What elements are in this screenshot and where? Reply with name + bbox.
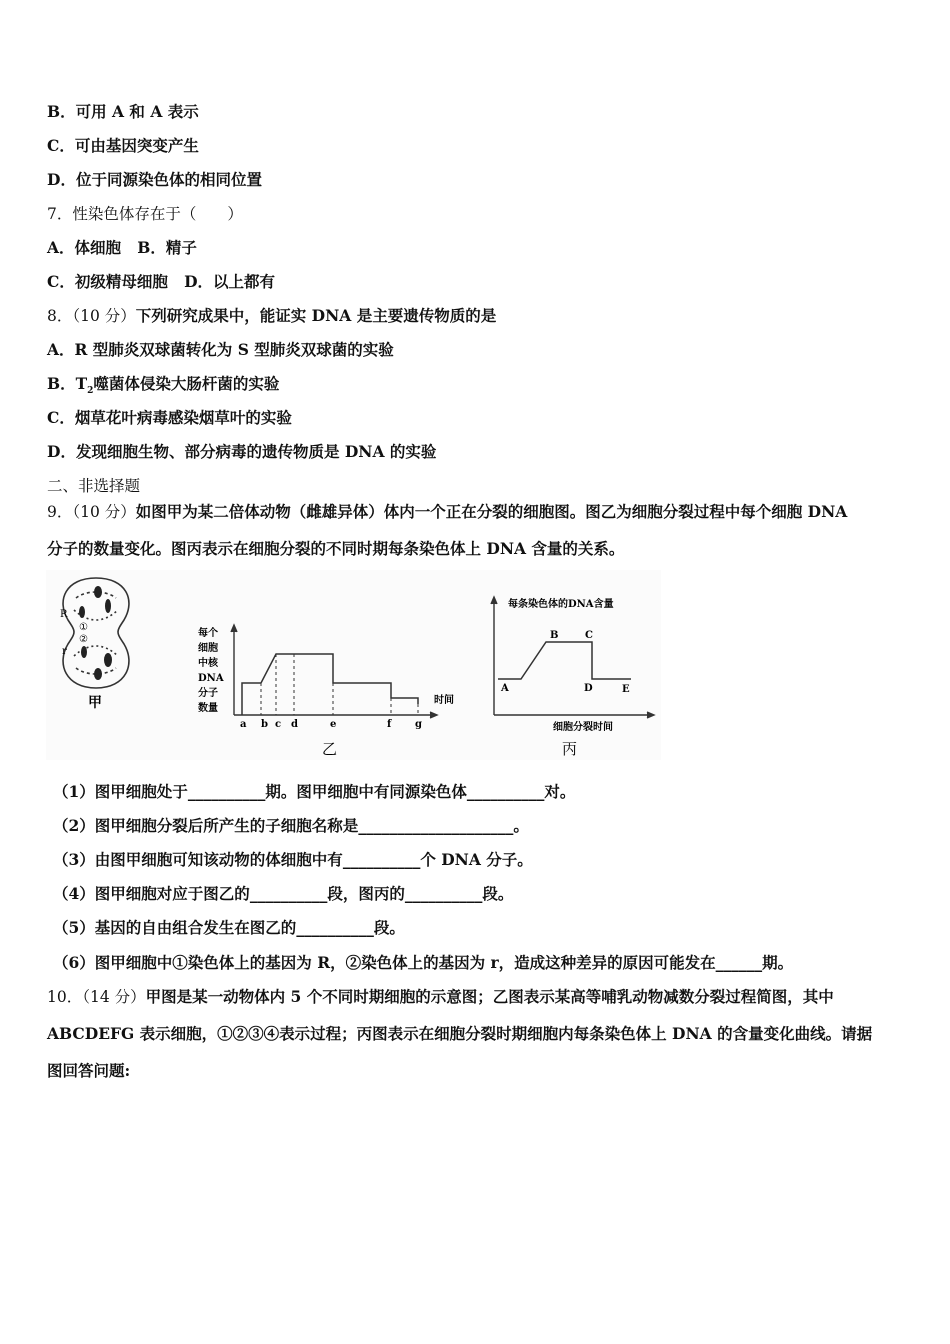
fig-bing-axes [491, 597, 654, 718]
fig-yi-dashes [261, 654, 418, 715]
fig-jia-chromosomes [79, 586, 112, 680]
fig-bing-caption: 丙 [562, 740, 578, 758]
svg-text:d: d [291, 719, 298, 730]
q8-stem: 8．（10 分）下列研究成果中，能证实 DNA 是主要遗传物质的是 [47, 306, 497, 325]
fig-jia-label-2: ② [79, 634, 88, 645]
q6-option-d: D．位于同源染色体的相同位置 [47, 170, 262, 189]
q6-option-b: B．可用 A 和 A 表示 [47, 102, 199, 121]
svg-text:E: E [622, 684, 630, 695]
svg-text:每个: 每个 [198, 628, 218, 639]
q8-option-d: D．发现细胞生物、部分病毒的遗传物质是 DNA 的实验 [47, 442, 437, 461]
q10-stem-line1: 10．（14 分）甲图是某一动物体内 5 个不同时期细胞的示意图；乙图表示某高等哺乳动物减数分裂过程简图，其中 [47, 987, 834, 1006]
q9-stem-line1: 9．（10 分）如图甲为某二倍体动物（雌雄异体）体内一个正在分裂的细胞图。图乙为细胞分裂过程中每个细胞 DNA [47, 502, 848, 521]
q10-stem-line2: ABCDEFG 表示细胞，①②③④表示过程；丙图表示在细胞分裂时期细胞内每条染色体上 DNA 的含量变化曲线。请据 [47, 1024, 873, 1043]
q9-sub3: （3）由图甲细胞可知该动物的体细胞中有__________个 DNA 分子。 [53, 850, 533, 869]
q10-stem-line3: 图回答问题: [47, 1061, 131, 1080]
fig-yi-ticks [240, 719, 422, 730]
svg-text:数量: 数量 [198, 703, 218, 714]
q9-stem-line2: 分子的数量变化。图丙表示在细胞分裂的不同时期每条染色体上 DNA 含量的关系。 [47, 539, 625, 558]
fig-bing-curve [498, 642, 631, 679]
q8-option-a: A．R 型肺炎双球菌转化为 S 型肺炎双球菌的实验 [47, 340, 394, 359]
fig-bing-xlabel: 细胞分裂时间 [553, 722, 613, 733]
fig-jia-label-1: ① [79, 622, 88, 633]
q9-sub2: （2）图甲细胞分裂后所产生的子细胞名称是____________________。 [53, 816, 529, 835]
q8-option-c: C．烟草花叶病毒感染烟草叶的实验 [47, 408, 292, 427]
fig-yi-caption: 乙 [322, 740, 338, 758]
fig-yi-curve [242, 654, 418, 715]
svg-text:g: g [415, 719, 422, 730]
fig-jia-label-r-lower: r [62, 646, 67, 657]
q6-option-c: C．可由基因突变产生 [47, 136, 199, 155]
q9-sub4: （4）图甲细胞对应于图乙的__________段，图丙的__________段。 [53, 884, 514, 903]
svg-text:e: e [330, 719, 337, 730]
q9-sub6: （6）图甲细胞中①染色体上的基因为 R，②染色体上的基因为 r，造成这种差异的原因可能发在______期。 [53, 953, 794, 972]
fig-jia-label-r-upper: R [60, 609, 68, 620]
fig-yi-ylabel [198, 626, 224, 714]
svg-text:A: A [501, 683, 509, 694]
svg-text:C: C [585, 630, 593, 641]
fig-bing-points [500, 630, 630, 695]
svg-text:中核: 中核 [198, 658, 218, 669]
svg-text:a: a [240, 719, 247, 730]
q7-options-ab: A．体细胞 B．精子 [47, 238, 197, 257]
svg-text:细胞: 细胞 [198, 643, 218, 654]
q7-options-cd: C．初级精母细胞 D．以上都有 [47, 272, 276, 291]
fig-yi-axes [231, 625, 437, 718]
section-title: 二、非选择题 [47, 477, 141, 495]
q9-sub5: （5）基因的自由组合发生在图乙的__________段。 [53, 918, 405, 937]
svg-text:B: B [550, 630, 559, 641]
svg-text:c: c [275, 719, 282, 730]
svg-text:D: D [584, 683, 593, 694]
q9-sub1: （1）图甲细胞处于__________期。图甲细胞中有同源染色体__________对。 [53, 782, 576, 801]
q9-figures-svg [46, 570, 661, 760]
fig-yi-xlabel: 时间 [434, 695, 454, 706]
q7-stem: 7．性染色体存在于（ ） [47, 205, 243, 223]
fig-bing-ylabel: 每条染色体的DNA含量 [508, 599, 614, 610]
q9-figures [46, 570, 661, 760]
fig-jia-caption: 甲 [88, 695, 102, 711]
svg-text:f: f [387, 719, 392, 730]
svg-text:b: b [261, 719, 268, 730]
q8-option-b: B．$T_2$噬菌体侵染大肠杆菌的实验 [47, 374, 280, 397]
svg-text:DNA: DNA [198, 673, 224, 684]
svg-text:分子: 分子 [198, 688, 218, 699]
